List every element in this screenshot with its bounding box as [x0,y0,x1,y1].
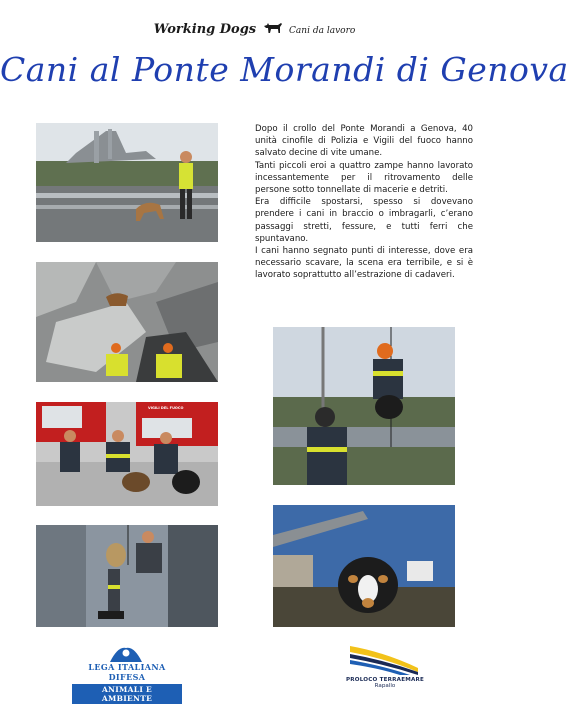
proloco-line1: PROLOCO TERRAEMARE [345,677,425,683]
photo-rescuer-with-dog-bridge [36,123,218,242]
kicker-right: Cani da lavoro [289,26,356,36]
lega-line2: ANIMALI E AMBIENTE [72,684,182,704]
photo-dogs-in-rubble [36,262,218,382]
proloco-wave-icon [348,642,420,676]
lega-line1: LEGA ITALIANA DIFESA [88,662,166,682]
kicker-left: Working Dogs [153,22,257,37]
truck-sign: VIGILI DEL FUOCO [148,406,184,410]
photo-rope-rescue-dog [273,327,455,485]
paragraph-4: I cani hanno segnato punti di interesse, dove era necessario scavare, la scena era terribile, e si è lavorato soprattutto all’estrazione di cadaveri. [255,246,473,281]
photo-firefighters-with-dogs [36,402,218,506]
header-kicker [0,20,509,38]
dog-silhouette-icon [263,22,283,34]
paragraph-1: Dopo il crollo del Ponte Morandi a Genova, 40 unità cinofile di Polizia e Vigili del fuoco hanno salvato decine di vite umane. [255,124,473,159]
lega-emblem-icon [108,644,144,664]
photo-dog-closeup-bridge [273,505,455,627]
proloco-line2: Rapallo [374,683,396,689]
paragraph-2: Tanti piccoli eroi a quattro zampe hanno lavorato incessantemente per il ritrovamento delle persone sotto tonnellate di macerie e detriti. [255,160,473,196]
photo-dog-rappelling [36,525,218,627]
paragraph-3: Era difficile spostarsi, spesso si dovevano prendere i cani in braccio o imbragarli, c’erano passaggi stretti, fessure, e tutti ferri che spuntavano. [255,197,473,244]
article-text [255,123,473,282]
page-title: Cani al Ponte Morandi di Genova [0,50,569,89]
proloco-logo [330,640,440,700]
